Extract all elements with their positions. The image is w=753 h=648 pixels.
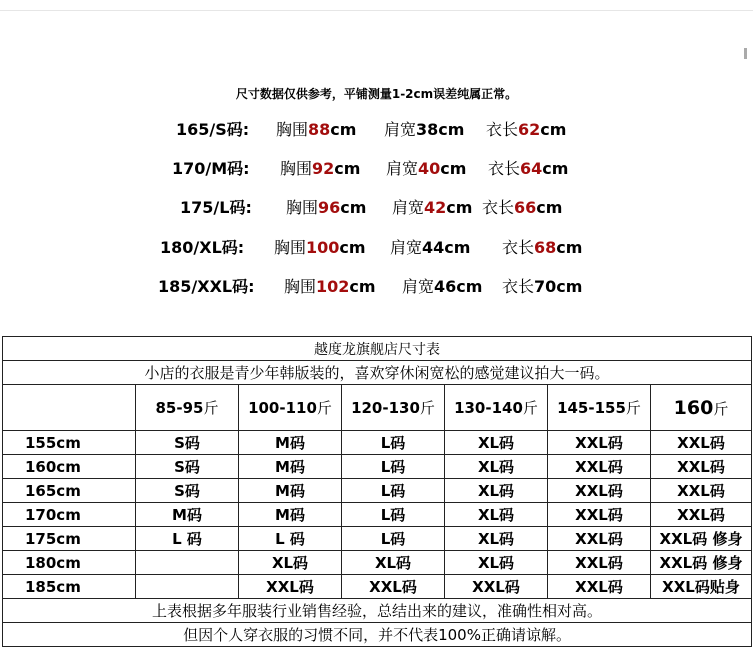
table-row [3, 527, 752, 551]
size-cell: XXL码 [548, 551, 651, 575]
size-cell: XL码 [445, 479, 548, 503]
measurement-row-165 [0, 118, 753, 142]
size-cell: XXL码 [445, 575, 548, 599]
table-row [3, 455, 752, 479]
size-cell: XL码 [239, 551, 342, 575]
size-cell: M码 [239, 455, 342, 479]
shoulder-value: 肩宽38cm [384, 120, 465, 139]
size-label: 170/M码: [172, 159, 250, 178]
table-footer-note-1: 上表根据多年服装行业销售经验，总结出来的建议，准确性相对高。 [3, 599, 752, 623]
size-cell: L 码 [239, 527, 342, 551]
size-cell: M码 [136, 503, 239, 527]
size-label: 165/S码: [176, 120, 250, 139]
size-cell: L码 [342, 503, 445, 527]
table-title: 越度龙旗舰店尺寸表 [3, 337, 752, 361]
size-cell: XL码 [445, 503, 548, 527]
length-value: 衣长66cm [482, 198, 563, 217]
size-cell [136, 575, 239, 599]
length-value: 衣长68cm [502, 238, 583, 257]
measurement-row-185 [0, 275, 753, 299]
size-cell: L码 [342, 431, 445, 455]
size-cell: XXL码 [548, 455, 651, 479]
size-cell: XL码 [342, 551, 445, 575]
height-cell: 180cm [3, 551, 136, 575]
height-cell: 160cm [3, 455, 136, 479]
size-cell: XXL码 [651, 431, 752, 455]
table-row [3, 479, 752, 503]
size-cell: XXL码 修身 [651, 551, 752, 575]
size-cell: XL码 [445, 551, 548, 575]
size-table [2, 336, 752, 647]
size-label: 180/XL码: [160, 238, 245, 257]
height-cell: 155cm [3, 431, 136, 455]
measurement-row-170 [0, 157, 753, 181]
weight-header-row [3, 385, 752, 431]
chest-value: 胸围102cm [284, 277, 376, 296]
size-label: 175/L码: [180, 198, 252, 217]
measurement-row-180 [0, 236, 753, 260]
size-cell: S码 [136, 455, 239, 479]
size-cell: M码 [239, 431, 342, 455]
size-cell: XL码 [445, 527, 548, 551]
table-row [3, 575, 752, 599]
size-cell: S码 [136, 431, 239, 455]
size-cell: L码 [342, 527, 445, 551]
size-cell: M码 [239, 479, 342, 503]
shoulder-value: 肩宽46cm [402, 277, 483, 296]
size-cell: L码 [342, 455, 445, 479]
chest-value: 胸围92cm [280, 159, 361, 178]
chest-value: 胸围100cm [274, 238, 366, 257]
chest-value: 胸围96cm [286, 198, 367, 217]
table-footer-note-2: 但因个人穿衣服的习惯不同，并不代表100%正确请谅解。 [3, 623, 752, 647]
size-label: 185/XXL码: [158, 277, 255, 296]
height-cell: 175cm [3, 527, 136, 551]
weight-header: 145-155斤 [548, 385, 651, 431]
size-cell: XXL码 [239, 575, 342, 599]
table-row [3, 503, 752, 527]
length-value: 衣长64cm [488, 159, 569, 178]
size-cell: M码 [239, 503, 342, 527]
size-cell: XXL码贴身 [651, 575, 752, 599]
size-cell: L 码 [136, 527, 239, 551]
size-cell: S码 [136, 479, 239, 503]
size-cell: XXL码 [548, 503, 651, 527]
corner-cell [3, 385, 136, 431]
table-row [3, 431, 752, 455]
size-cell: XXL码 [651, 479, 752, 503]
size-cell: XXL码 修身 [651, 527, 752, 551]
size-cell: XL码 [445, 455, 548, 479]
chest-value: 胸围88cm [276, 120, 357, 139]
size-cell: XL码 [445, 431, 548, 455]
weight-header: 100-110斤 [239, 385, 342, 431]
size-cell [136, 551, 239, 575]
weight-header: 85-95斤 [136, 385, 239, 431]
height-cell: 165cm [3, 479, 136, 503]
weight-header: 130-140斤 [445, 385, 548, 431]
size-cell: XXL码 [342, 575, 445, 599]
table-row [3, 551, 752, 575]
top-divider [0, 10, 753, 11]
size-cell: XXL码 [651, 503, 752, 527]
measurement-note: 尺寸数据仅供参考，平铺测量1-2cm误差纯属正常。 [235, 87, 518, 101]
height-cell: 170cm [3, 503, 136, 527]
shoulder-value: 肩宽44cm [390, 238, 471, 257]
size-cell: XXL码 [651, 455, 752, 479]
size-cell: XXL码 [548, 527, 651, 551]
length-value: 衣长70cm [502, 277, 583, 296]
weight-header: 120-130斤 [342, 385, 445, 431]
size-cell: L码 [342, 479, 445, 503]
size-cell: XXL码 [548, 575, 651, 599]
weight-header: 160斤 [651, 385, 752, 431]
scroll-marker [744, 48, 747, 59]
table-subtitle: 小店的衣服是青少年韩版装的，喜欢穿休闲宽松的感觉建议拍大一码。 [3, 361, 752, 385]
shoulder-value: 肩宽42cm [392, 198, 473, 217]
height-cell: 185cm [3, 575, 136, 599]
shoulder-value: 肩宽40cm [386, 159, 467, 178]
measurement-row-175 [0, 196, 753, 220]
length-value: 衣长62cm [486, 120, 567, 139]
size-cell: XXL码 [548, 479, 651, 503]
size-cell: XXL码 [548, 431, 651, 455]
